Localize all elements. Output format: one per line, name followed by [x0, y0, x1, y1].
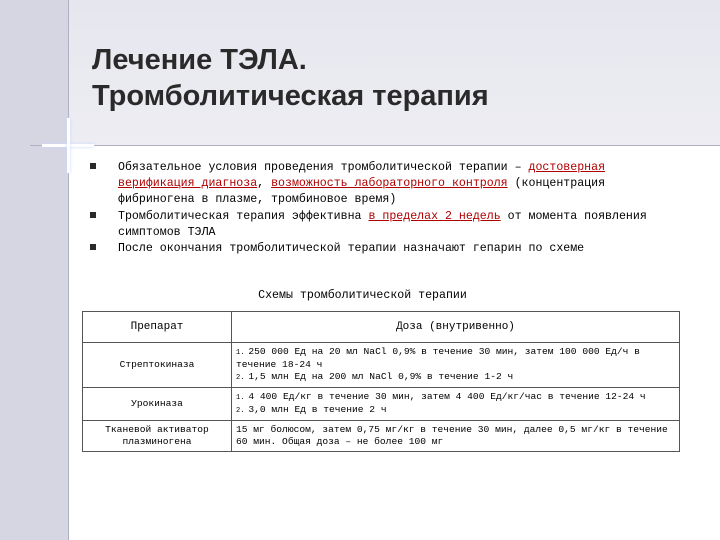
dose-item — [236, 404, 675, 417]
dose-text: 3,0 млн Ед в течение 2 ч — [248, 404, 387, 415]
bullet-text: от момента появления симптомов ТЭЛА — [118, 209, 647, 239]
bullet-text: (концентрация фибриногена в плазме, тромбиновое время) — [118, 177, 606, 207]
drug-name: Тканевой активатор плазминогена — [83, 421, 232, 452]
square-bullet-icon — [90, 212, 96, 218]
dose-text: 250 000 Ед на 20 мл NaCl 0,9% в течение 30 мин, затем 100 000 Ед/ч в течение 18-24 ч — [236, 346, 640, 370]
dose-cell: 15 мг болюсом, затем 0,75 мг/кг в течение 30 мин, далее 0,5 мг/кг в течение 60 мин. Общая доза – не более 100 мг — [232, 421, 680, 452]
dose-item — [236, 391, 675, 404]
bullet-item — [90, 209, 680, 241]
bullet-highlight: в пределах 2 недель — [368, 209, 501, 223]
bullet-item — [90, 160, 680, 209]
table-row — [83, 421, 680, 452]
dose-text: 4 400 Ед/кг в течение 30 мин, затем 4 400 Ед/кг/час в течение 12-24 ч — [248, 391, 646, 402]
dose-text: 1,5 млн Ед на 200 мл NaCl 0,9% в течение 1-2 ч — [248, 371, 514, 382]
item-number: 1. — [236, 349, 245, 357]
vertical-divider — [68, 0, 69, 540]
left-band — [0, 0, 68, 540]
bullet-item — [90, 241, 680, 257]
item-number: 1. — [236, 394, 245, 402]
bullet-highlight: достоверная верификация диагноза — [118, 161, 606, 191]
item-number: 2. — [236, 407, 245, 415]
dose-cell — [232, 343, 680, 388]
drug-name: Стрептокиназа — [83, 343, 232, 388]
bullet-text: После окончания тромболитической терапии назначают гепарин по схеме — [118, 242, 585, 256]
therapy-table — [82, 311, 680, 452]
bullet-text: Тромболитическая терапия эффективна — [118, 209, 369, 223]
bullet-list — [90, 160, 680, 257]
dose-item — [236, 371, 675, 384]
item-number: 2. — [236, 374, 245, 382]
cross-highlight-vertical — [67, 118, 70, 173]
table-row — [83, 388, 680, 421]
horizontal-divider — [30, 145, 720, 146]
dose-cell — [232, 388, 680, 421]
bullet-highlight: возможность лабораторного контроля — [271, 177, 508, 191]
header-drug: Препарат — [83, 312, 232, 343]
slide-title-line2: Тромболитическая терапия — [92, 80, 489, 112]
bullet-text: , — [257, 177, 272, 191]
table-row — [83, 343, 680, 388]
bullet-text: Обязательное условия проведения тромболитической терапии – — [118, 161, 529, 174]
square-bullet-icon — [90, 163, 96, 169]
table-caption: Схемы тромболитической терапии — [258, 289, 467, 302]
dose-item — [236, 346, 675, 371]
table-header-row — [83, 312, 680, 343]
square-bullet-icon — [90, 244, 96, 250]
slide-title-line1: Лечение ТЭЛА. — [92, 44, 307, 76]
drug-name: Урокиназа — [83, 388, 232, 421]
header-dose: Доза (внутривенно) — [232, 312, 680, 343]
slide-title — [92, 42, 489, 114]
